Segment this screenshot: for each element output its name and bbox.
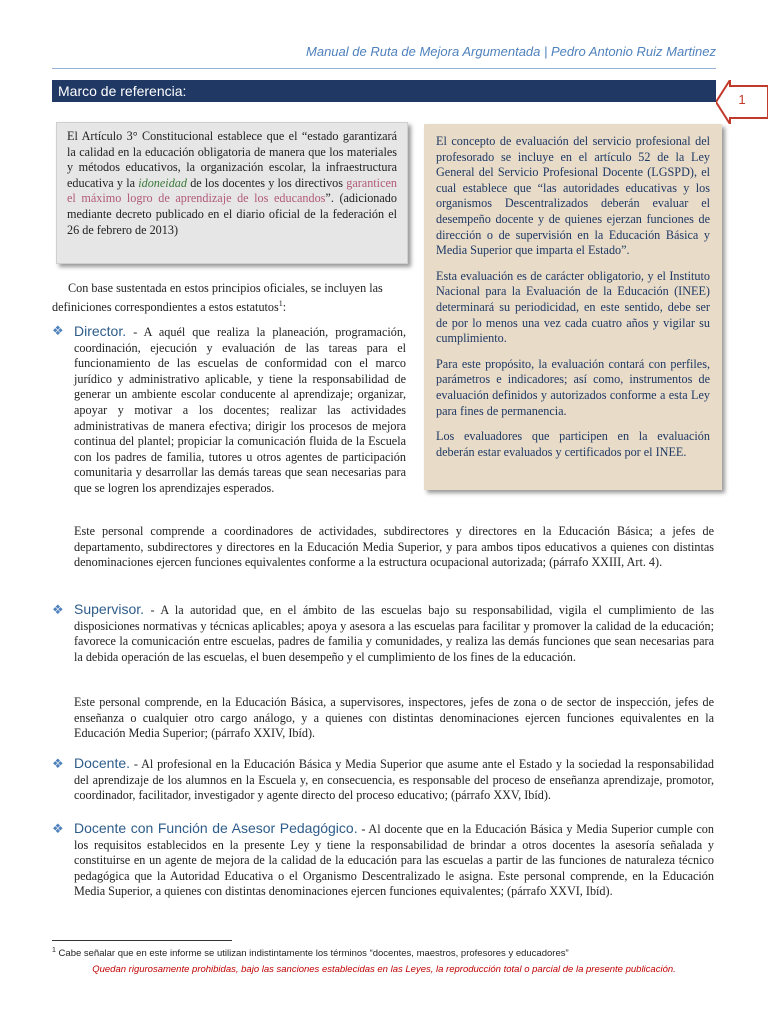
legal-notice: Quedan rigurosamente prohibidas, bajo las sanciones establecidas en las Leyes, la reproducción total o parcial de la presente publicación.	[92, 964, 676, 975]
term-director: Director.	[74, 323, 127, 339]
section-title: Marco de referencia:	[52, 80, 716, 102]
footnote-rule	[52, 940, 232, 941]
evaluation-paragraph-2: Esta evaluación es de carácter obligatorio, y el Instituto Nacional para la Evaluación de la Educación (INEE) determinará su periodicidad, en este sentido, debe ser de por lo menos una vez cada cuatro años y vigilar su cumplimiento.	[436, 268, 710, 346]
intro-suffix: :	[282, 300, 287, 315]
running-header: Manual de Ruta de Mejora Argumentada | Pedro Antonio Ruiz Martinez	[306, 44, 716, 59]
director-note: Este personal comprende a coordinadores de actividades, subdirectores y directores en la Educación Básica; a jefes de departamento, subdirectores y directores en la Educación Media Superior, y para ambos tipos educativos a quienes con distintas denominaciones ejercen funciones equivalentes conforme a la estructura ocupacional autorizada; (párrafo XXIII, Art. 4).	[74, 524, 714, 570]
evaluation-paragraph-3: Para este propósito, la evaluación contará con perfiles, parámetros e indicadores; así como, instrumentos de evaluación definidos y autorizados conforme a esta Ley para fines de permanencia.	[436, 356, 710, 418]
definition-docente	[74, 756, 714, 804]
evaluation-info-box	[424, 124, 722, 490]
definition-asesor-text: - Al docente que en la Educación Básica y Media Superior cumple con los requisitos establecidos en la presente Ley y tiene la responsabilidad de brindar a otros docentes la asesoría señalada y constituirse en un agente de mejora de la calidad de la educación para las escuelas a partir de las funciones de naturaleza técnico pedagógica que la Autoridad Educativa o el Organismo Descentralizado le asigna. Este personal comprende, en la Educación Media Superior, a quienes con distintas denominaciones ejercen funciones equivalentes; (párrafo XXVI, Ibíd).	[74, 822, 714, 899]
evaluation-paragraph-4: Los evaluadores que participen en la evaluación deberán estar evaluados y certificados por el INEE.	[436, 429, 710, 459]
intro-footnote-mark: 1	[278, 299, 283, 308]
quote-highlight-idoneidad: idoneidad	[138, 175, 187, 190]
footnote-text: Cabe señalar que en este informe se utilizan indistintamente los términos “docentes, maestros, profesores y educadores”	[55, 948, 569, 960]
definition-director	[74, 324, 406, 497]
intro-text: Con base sustentada en estos principios oficiales, se incluyen las definiciones correspondientes a estos estatutos	[52, 281, 383, 315]
footnote-mark: 1	[52, 947, 56, 954]
quote-highlight-max: garanticen el máximo logro de aprendizaje de los educandos	[67, 175, 397, 206]
evaluation-paragraph-1: El concepto de evaluación del servicio profesional del profesorado se incluye en el artículo 52 de la Ley General del Servicio Profesional Docente (LGSPD), el cual establece que “las autoridades educativas y los organismos Descentralizados deberán evaluar el desempeño docente y de quienes ejerzan funciones de dirección o de supervisión en la Educación Básica y Media Superior que imparta el Estado”.	[436, 134, 710, 258]
term-asesor: Docente con Función de Asesor Pedagógico.	[74, 820, 358, 836]
supervisor-note: Este personal comprende, en la Educación Básica, a supervisores, inspectores, jefes de zona o de sector de inspección, jefes de enseñanza o cualquier otro cargo análogo, y a quienes con distintas denominaciones ejercen funciones equivalentes en la Educación Media Superior; (párrafo XXIV, Ibíd).	[74, 695, 714, 741]
diamond-bullet-icon: ❖	[52, 602, 64, 617]
term-supervisor: Supervisor.	[74, 601, 145, 617]
definition-supervisor	[74, 602, 714, 665]
definition-asesor	[74, 821, 714, 900]
page-number-marker	[716, 80, 768, 124]
intro-paragraph	[52, 280, 412, 315]
term-docente: Docente.	[74, 755, 131, 771]
diamond-bullet-icon: ❖	[52, 756, 64, 771]
diamond-bullet-icon: ❖	[52, 821, 64, 836]
definition-director-text: - A aquél que realiza la planeación, programación, coordinación, ejecución y evaluación de las tareas para el funcionamiento de las escuelas de conformidad con el marco jurídico y administrativo aplicable, y tiene la responsabilidad de generar un ambiente escolar conducente al aprendizaje; organizar, apoyar y motivar a los docentes; realizar las actividades administrativas de manera efectiva; dirigir los procesos de mejora continua del plantel; propiciar la comunicación fluida de la Escuela con los padres de familia, tutores u otros agentes de participación comunitaria y desarrollar las demás tareas que sean necesarias para que se logren los aprendizajes esperados.	[74, 325, 406, 495]
quote-text-c: ”. (adicionado mediante decreto publicado en el diario oficial de la federación el 26 de febrero de 2013)	[67, 191, 397, 237]
constitution-quote-box	[56, 122, 408, 264]
definition-docente-text: - Al profesional en la Educación Básica y Media Superior que asume ante el Estado y la sociedad la responsabilidad del aprendizaje de los alumnos en la Escuela y, en consecuencia, es responsable del proceso de enseñanza aprendizaje, promotor, coordinador, facilitador, investigador y agente directo del proceso educativo; (párrafo XXV, Ibíd).	[74, 757, 714, 803]
footnote	[52, 947, 569, 959]
quote-text-a: El Artículo 3° Constitucional establece que el “estado garantizará la calidad en la educación obligatoria de manera que los materiales y métodos educativos, la organización escolar, la infraestructura educativa y la	[67, 129, 397, 190]
definition-supervisor-text: - A la autoridad que, en el ámbito de las escuelas bajo su responsabilidad, vigila el cumplimiento de las disposiciones normativas y técnicas aplicables; apoya y asesora a las escuelas para facilitar y promover la calidad de la educación; favorece la comunicación entre escuelas, padres de familia y comunidades, y realiza las demás funciones que sean necesarias para la debida operación de las escuelas, el buen desempeño y el cumplimiento de los fines de la educación.	[74, 603, 714, 664]
quote-text-b: de los docentes y los directivos	[186, 175, 347, 190]
page-number: 1	[738, 92, 746, 107]
diamond-bullet-icon: ❖	[52, 323, 64, 338]
header-rule	[52, 68, 716, 69]
